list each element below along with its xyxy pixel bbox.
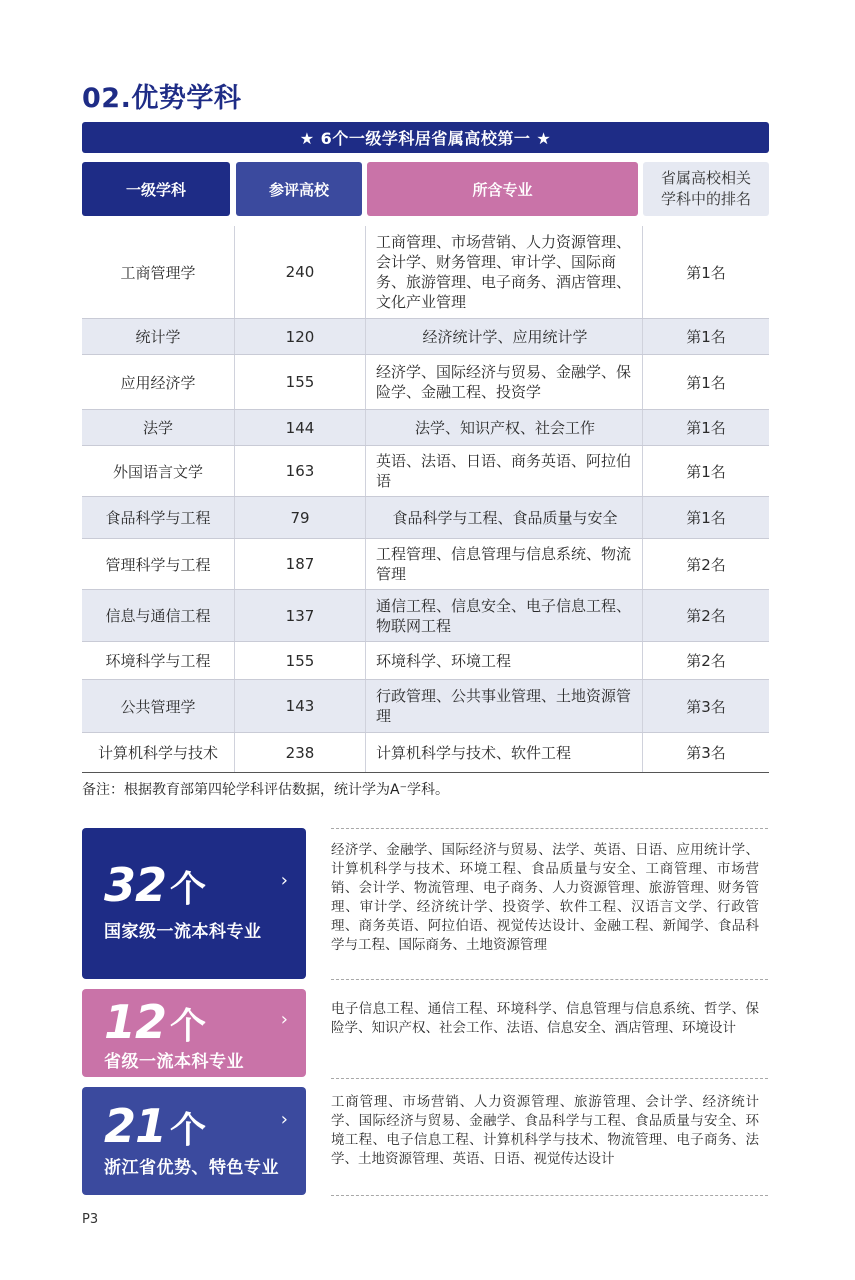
rank-cell: 第1名 xyxy=(686,373,726,392)
subject-cell: 食品科学与工程 xyxy=(82,497,235,538)
subject-cell: 应用经济学 xyxy=(82,355,235,409)
table-row xyxy=(82,319,769,355)
subject-cell: 法学 xyxy=(82,410,235,445)
majors-cell: 工商管理、市场营销、人力资源管理、会计学、财务管理、审计学、国际商务、旅游管理、电子商务、酒店管理、文化产业管理 xyxy=(366,226,643,318)
majors-cell: 行政管理、公共事业管理、土地资源管理 xyxy=(366,680,643,732)
card-number xyxy=(104,1099,206,1153)
card-number xyxy=(104,995,206,1049)
count-cell: 79 xyxy=(235,497,366,538)
rank-cell: 第2名 xyxy=(686,607,726,625)
chevron-right-icon: › xyxy=(280,1109,288,1130)
table-row xyxy=(82,642,769,680)
table-row xyxy=(82,590,769,642)
card-unit: 个 xyxy=(170,1110,206,1151)
subject-cell: 公共管理学 xyxy=(82,680,235,732)
majors-cell: 法学、知识产权、社会工作 xyxy=(366,410,643,445)
table-row xyxy=(82,680,769,733)
rank-cell: 第2名 xyxy=(686,555,726,574)
card-count: 32 xyxy=(104,858,167,912)
count-cell: 238 xyxy=(235,733,366,772)
rank-cell: 第3名 xyxy=(686,697,726,716)
majors-cell: 通信工程、信息安全、电子信息工程、物联网工程 xyxy=(366,590,643,641)
table-row xyxy=(82,733,769,773)
majors-cell: 经济学、国际经济与贸易、金融学、保险学、金融工程、投资学 xyxy=(366,355,643,409)
national-majors-card xyxy=(82,828,306,979)
card-count: 21 xyxy=(104,1099,167,1153)
subject-cell: 环境科学与工程 xyxy=(82,642,235,679)
card-unit: 个 xyxy=(170,1006,206,1047)
rank-cell: 第1名 xyxy=(686,263,726,282)
page-title: 02.优势学科 xyxy=(82,83,242,114)
banner: ★ 6个一级学科居省属高校第一 ★ xyxy=(82,122,769,153)
subject-table xyxy=(82,226,769,773)
table-row xyxy=(82,446,769,497)
table-row xyxy=(82,226,769,319)
majors-cell: 工程管理、信息管理与信息系统、物流管理 xyxy=(366,539,643,589)
header-majors: 所含专业 xyxy=(367,162,638,216)
card-unit: 个 xyxy=(170,869,206,910)
count-cell: 163 xyxy=(235,446,366,496)
table-row xyxy=(82,539,769,590)
divider xyxy=(331,828,768,829)
count-cell: 120 xyxy=(235,319,366,354)
chevron-right-icon: › xyxy=(280,870,288,891)
rank-cell: 第2名 xyxy=(686,652,726,670)
table-row xyxy=(82,497,769,539)
divider xyxy=(331,979,768,980)
count-cell: 155 xyxy=(235,355,366,409)
majors-cell: 食品科学与工程、食品质量与安全 xyxy=(366,497,643,538)
provincial-majors-card xyxy=(82,989,306,1077)
subject-cell: 外国语言文学 xyxy=(82,446,235,496)
header-rank xyxy=(643,162,769,216)
rank-cell: 第1名 xyxy=(686,328,726,346)
majors-cell: 经济统计学、应用统计学 xyxy=(366,319,643,354)
page-number: P3 xyxy=(82,1212,99,1227)
card-description: 工商管理、市场营销、人力资源管理、旅游管理、会计学、经济统计学、国际经济与贸易、金融学、食品科学与工程、食品质量与安全、环境工程、电子信息工程、计算机科学与技术、物流管理、电子商务、法学、土地资源管理、英语、日语、视觉传达设计 xyxy=(331,1094,759,1167)
table-row xyxy=(82,355,769,410)
footnote: 备注：根据教育部第四轮学科评估数据，统计学为A⁻学科。 xyxy=(82,782,449,798)
count-cell: 137 xyxy=(235,590,366,641)
rank-cell: 第1名 xyxy=(686,419,726,437)
majors-cell: 英语、法语、日语、商务英语、阿拉伯语 xyxy=(366,446,643,496)
divider xyxy=(331,1078,768,1079)
header-subject: 一级学科 xyxy=(82,162,230,216)
header-count: 参评高校 xyxy=(236,162,362,216)
header-rank-text: 省属高校相关学科中的排名 xyxy=(660,169,751,208)
subject-cell: 统计学 xyxy=(82,319,235,354)
divider xyxy=(331,1195,768,1196)
subject-cell: 信息与通信工程 xyxy=(82,590,235,641)
rank-cell: 第3名 xyxy=(686,744,726,762)
subject-cell: 计算机科学与技术 xyxy=(82,733,235,772)
card-label: 省级一流本科专业 xyxy=(104,1052,244,1072)
subject-cell: 管理科学与工程 xyxy=(82,539,235,589)
count-cell: 155 xyxy=(235,642,366,679)
card-number xyxy=(104,858,206,912)
majors-cell: 计算机科学与技术、软件工程 xyxy=(366,733,643,772)
rank-cell: 第1名 xyxy=(686,462,726,481)
majors-cell: 环境科学、环境工程 xyxy=(366,642,643,679)
rank-cell: 第1名 xyxy=(686,509,726,527)
count-cell: 187 xyxy=(235,539,366,589)
count-cell: 143 xyxy=(235,680,366,732)
chevron-right-icon: › xyxy=(280,1009,288,1030)
count-cell: 144 xyxy=(235,410,366,445)
zhejiang-majors-card xyxy=(82,1087,306,1195)
table-row xyxy=(82,410,769,446)
card-description: 电子信息工程、通信工程、环境科学、信息管理与信息系统、哲学、保险学、知识产权、社会工作、法语、信息安全、酒店管理、环境设计 xyxy=(331,1001,759,1036)
card-count: 12 xyxy=(104,995,167,1049)
card-label: 国家级一流本科专业 xyxy=(104,922,262,942)
subject-cell: 工商管理学 xyxy=(82,226,235,318)
card-description: 经济学、金融学、国际经济与贸易、法学、英语、日语、应用统计学、计算机科学与技术、环境工程、食品质量与安全、工商管理、市场营销、会计学、物流管理、电子商务、人力资源管理、旅游管理、财务管理、审计学、经济统计学、投资学、软件工程、汉语言文学、行政管理、商务英语、阿拉伯语、视觉传达设计、金融工程、新闻学、食品科学与工程、国际商务、土地资源管理 xyxy=(331,842,759,953)
card-label: 浙江省优势、特色专业 xyxy=(104,1158,279,1178)
count-cell: 240 xyxy=(235,226,366,318)
